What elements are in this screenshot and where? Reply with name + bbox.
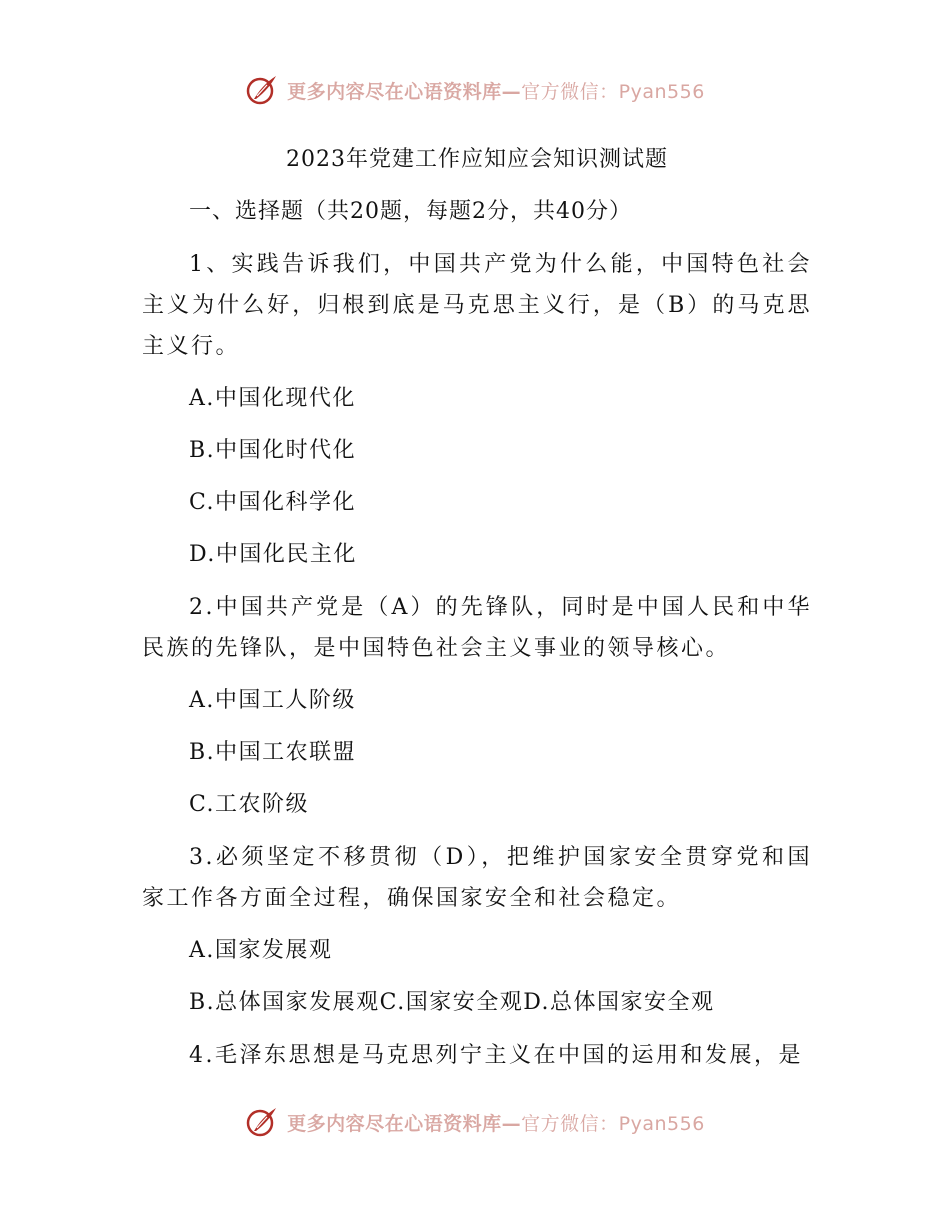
question-text: 1、实践告诉我们，中国共产党为什么能，中国特色社会主义为什么好，归根到底是马克思主义行，是（B）的马克思主义行。	[142, 252, 812, 359]
quill-pen-circle-icon	[245, 73, 279, 107]
quill-pen-circle-icon	[245, 1105, 279, 1139]
question-text: 4.毛泽东思想是马克思列宁主义在中国的运用和发展，是	[189, 1043, 803, 1068]
document-title: 2023年党建工作应知应会知识测试题	[286, 147, 668, 172]
answer-option: C.工农阶级	[189, 792, 310, 817]
answer-option: D.中国化民主化	[189, 542, 357, 567]
answer-option: C.中国化科学化	[189, 490, 357, 515]
header-banner	[0, 68, 950, 112]
banner-text: 更多内容尽在心语资料库—官方微信：Pyan556	[287, 1112, 705, 1135]
question-text: 2.中国共产党是（A）的先锋队，同时是中国人民和中华民族的先锋队，是中国特色社会主义事业的领导核心。	[142, 595, 812, 661]
answer-option: B.中国工农联盟	[189, 740, 357, 765]
question-text: 3.必须坚定不移贯彻（D），把维护国家安全贯穿党和国家工作各方面全过程，确保国家安全和社会稳定。	[142, 845, 812, 911]
banner-text: 更多内容尽在心语资料库—官方微信：Pyan556	[287, 80, 705, 103]
answer-option: B.总体国家发展观C.国家安全观D.总体国家安全观	[189, 990, 715, 1015]
answer-option: A.中国工人阶级	[189, 688, 356, 713]
footer-banner	[0, 1100, 950, 1144]
answer-option: A.中国化现代化	[189, 386, 356, 411]
answer-option: A.国家发展观	[189, 938, 333, 963]
answer-option: B.中国化时代化	[189, 438, 357, 463]
section-heading: 一、选择题（共20题，每题2分，共40分）	[189, 199, 632, 224]
document-body	[142, 140, 812, 1088]
